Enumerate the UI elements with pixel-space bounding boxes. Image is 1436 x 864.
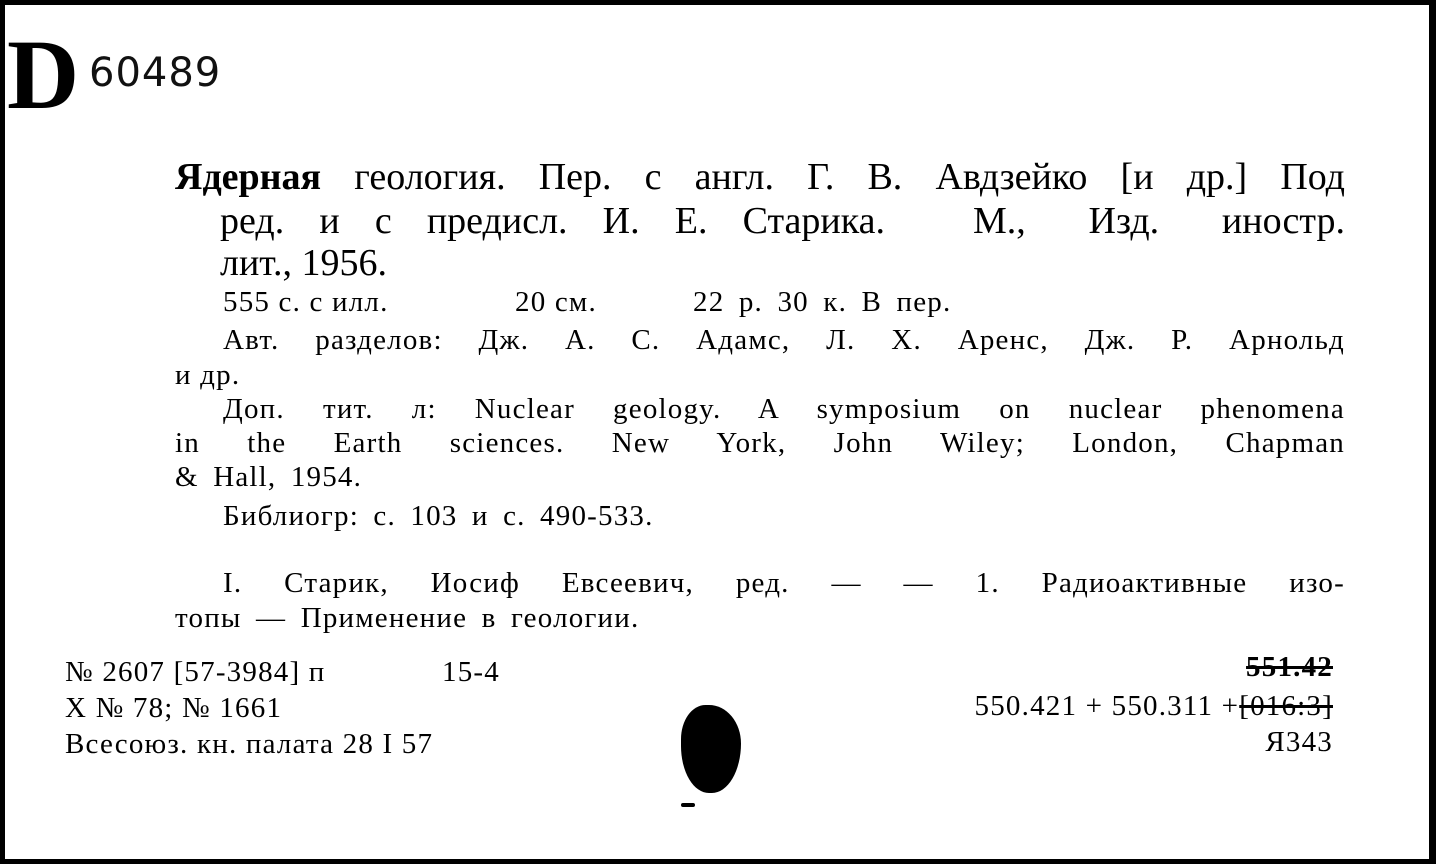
collation-size: 20 см. bbox=[515, 286, 597, 318]
entry-bibliography: Библиогр: с. 103 и с. 490-533. bbox=[223, 500, 654, 532]
section-letter: D bbox=[7, 19, 80, 130]
registry-code: 15-4 bbox=[442, 656, 500, 688]
entry-authors-line: Авт. разделов: Дж. А. С. Адамс, Л. Х. Аренс, Дж. Р. Арнольд bbox=[223, 324, 1345, 356]
entry-orig-title-end: & Hall, 1954. bbox=[175, 461, 363, 493]
classification-author-mark: Я343 bbox=[1265, 726, 1333, 758]
ink-speck bbox=[681, 803, 695, 807]
classification-struck-index: 551.42 bbox=[1246, 651, 1333, 683]
entry-line-1-text: геология. Пер. с англ. Г. В. Авдзейко [и др.] Под bbox=[354, 156, 1345, 198]
entry-orig-title-cont: in the Earth sciences. New York, John Wiley; London, Chapman bbox=[175, 427, 1345, 459]
collation-pages: 555 с. с илл. bbox=[223, 286, 389, 318]
inventory-number-handwritten: 60489 bbox=[89, 50, 222, 96]
entry-line-3: лит., 1956. bbox=[220, 242, 388, 284]
entry-tracings-line: I. Старик, Иосиф Евсеевич, ред. — — 1. Радиоактивные изо- bbox=[223, 567, 1345, 599]
entry-line-2-publisher: М., Изд. иностр. bbox=[973, 200, 1345, 242]
registry-number: № 2607 [57-3984] п bbox=[65, 656, 326, 688]
entry-orig-title-line: Доп. тит. л: Nuclear geology. A symposium on nuclear phenomena bbox=[223, 393, 1345, 425]
entry-line-1 bbox=[175, 155, 1345, 199]
ink-blot bbox=[681, 705, 741, 793]
entry-authors-cont: и др. bbox=[175, 359, 241, 391]
collation-price: 22 р. 30 к. В пер. bbox=[693, 286, 952, 318]
registry-order: Х № 78; № 1661 bbox=[65, 692, 283, 724]
classification-udc-struck: [016:3] bbox=[1239, 690, 1333, 722]
classification-udc bbox=[975, 689, 1333, 723]
entry-tracings-cont: топы — Применение в геологии. bbox=[175, 602, 640, 634]
entry-line-2-editor: ред. и с предисл. И. Е. Старика. bbox=[220, 200, 885, 242]
classification-udc-main: 550.421 + 550.311 + bbox=[974, 690, 1240, 722]
heading-word: Ядерная bbox=[175, 156, 322, 198]
registry-chamber: Всесоюз. кн. палата 28 I 57 bbox=[65, 728, 434, 760]
